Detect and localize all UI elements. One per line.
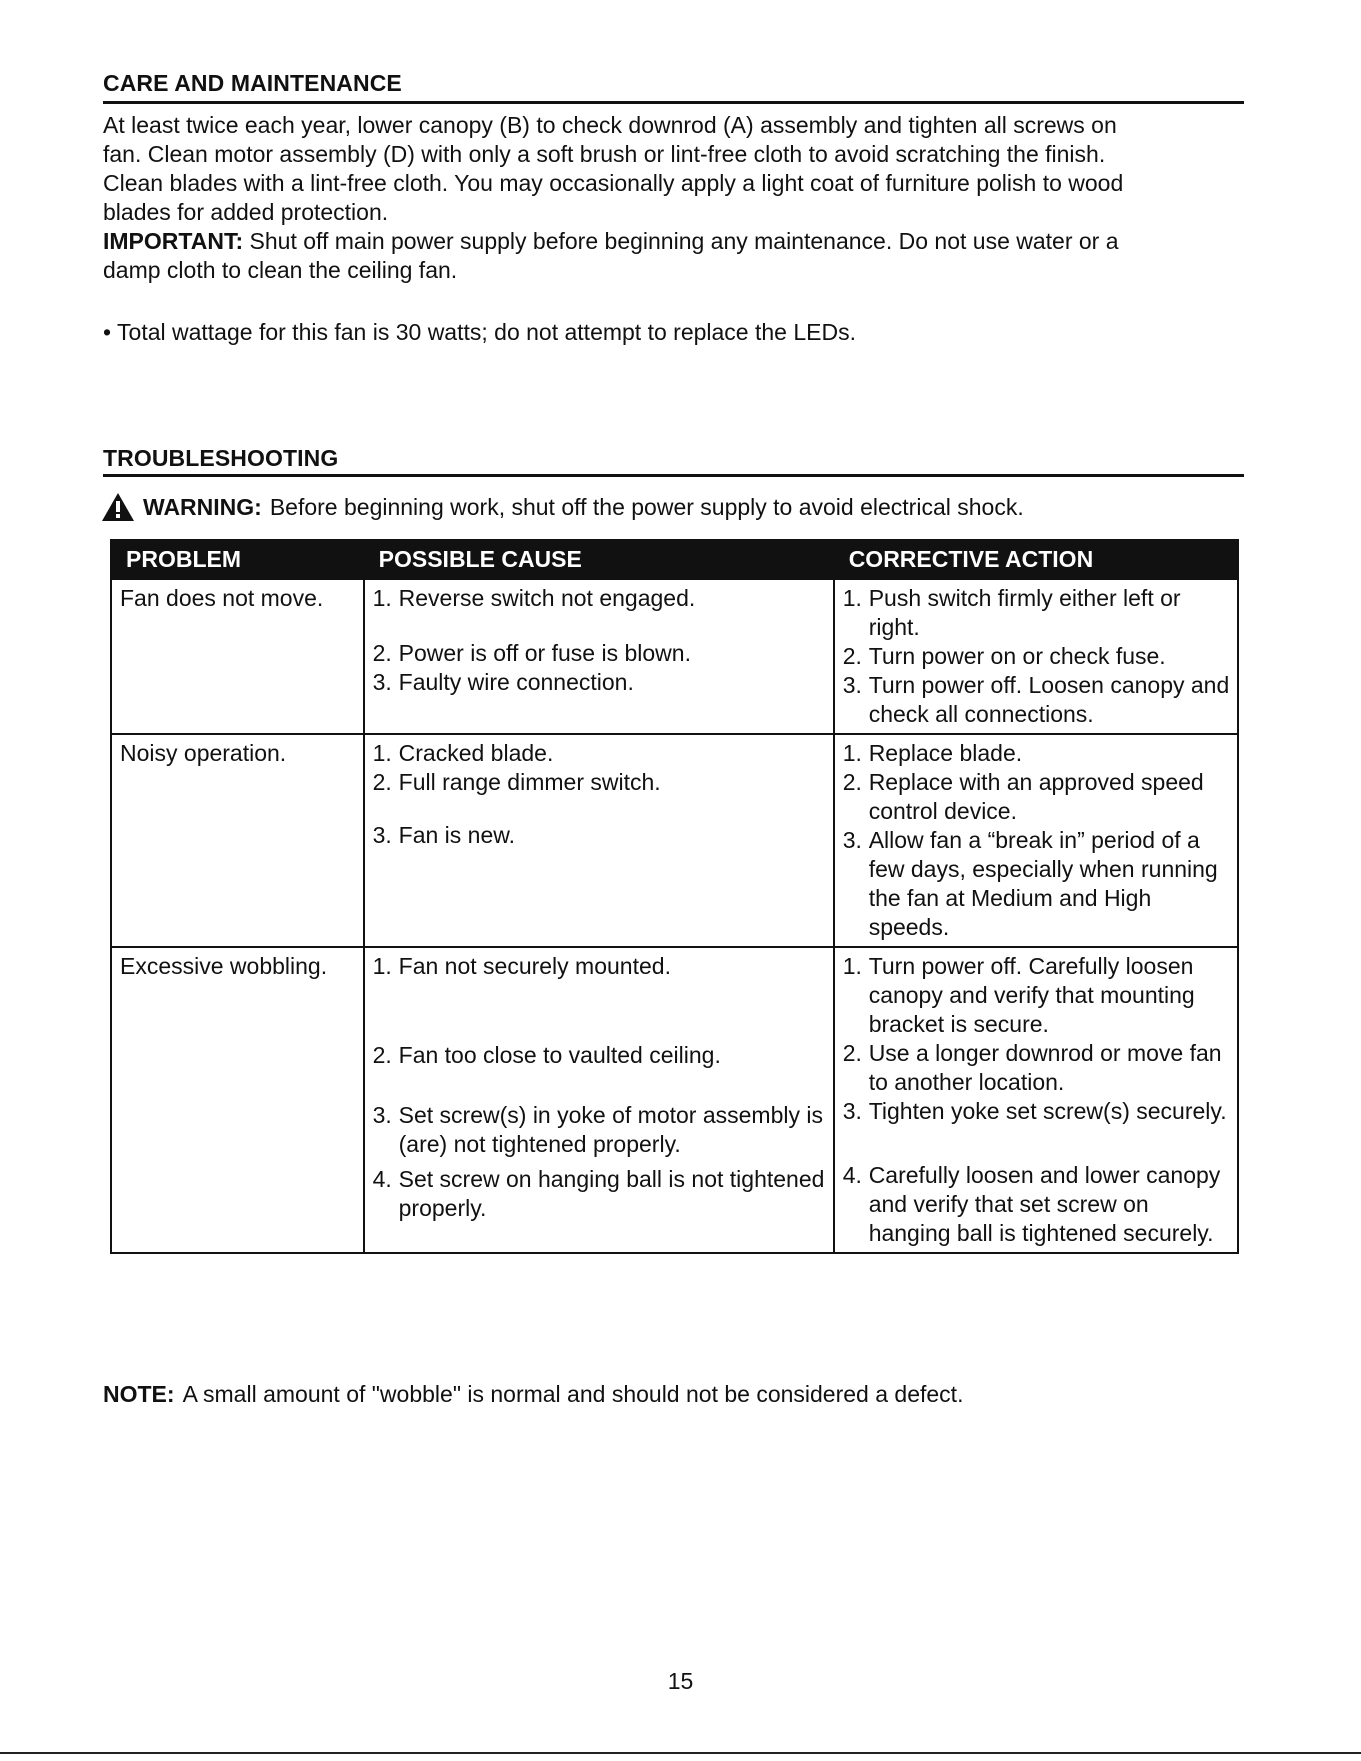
- care-line-2: fan. Clean motor assembly (D) with only a soft brush or lint-free cloth to avoid scratching the finish.: [103, 141, 1106, 167]
- important-line-1: [103, 227, 1253, 256]
- item-number: 3.: [372, 822, 392, 848]
- care-paragraph: [103, 111, 1253, 285]
- action-item: [843, 1097, 1231, 1126]
- cause-cell: [364, 947, 834, 1253]
- cause-item: [373, 768, 827, 797]
- cause-item: [373, 1165, 827, 1223]
- warning-line: [101, 492, 1024, 522]
- item-text: Allow fan a “break in” period of a few days, especially when running the fan at Medium and High speeds.: [868, 827, 1218, 940]
- action-item: [843, 826, 1231, 942]
- item-text: Faulty wire connection.: [398, 669, 634, 695]
- item-text: Replace with an approved speed control device.: [868, 769, 1204, 824]
- item-number: 3.: [372, 1102, 392, 1128]
- note-label: NOTE:: [103, 1381, 175, 1407]
- item-number: 2.: [842, 769, 862, 795]
- item-number: 3.: [842, 672, 862, 698]
- cause-item: [373, 739, 827, 768]
- item-text: Full range dimmer switch.: [398, 769, 661, 795]
- action-item: [843, 584, 1231, 642]
- care-title-rule: [103, 101, 1244, 104]
- bottom-edge-line: [0, 1752, 1361, 1754]
- item-text: Reverse switch not engaged.: [398, 585, 696, 611]
- action-cell: [834, 579, 1238, 734]
- care-line-3: Clean blades with a lint-free cloth. You may occasionally apply a light coat of furniture polish to wood: [103, 170, 1124, 196]
- item-number: 1.: [372, 740, 392, 766]
- care-maintenance-title: CARE AND MAINTENANCE: [103, 70, 402, 96]
- troubleshooting-table: [110, 539, 1239, 1254]
- item-number: 2.: [842, 1040, 862, 1066]
- problem-cell: Excessive wobbling.: [111, 947, 364, 1253]
- item-number: 1.: [842, 740, 862, 766]
- problem-cell: Noisy operation.: [111, 734, 364, 947]
- action-cell: [834, 947, 1238, 1253]
- item-text: Replace blade.: [868, 740, 1023, 766]
- item-number: 1.: [842, 585, 862, 611]
- troubleshooting-title-rule: [103, 474, 1244, 477]
- item-number: 4.: [842, 1162, 862, 1188]
- item-text: Tighten yoke set screw(s) securely.: [868, 1098, 1227, 1124]
- item-number: 2.: [372, 640, 392, 666]
- item-text: Turn power off. Carefully loosen canopy and verify that mounting bracket is secure.: [868, 953, 1195, 1037]
- wattage-bullet: • Total wattage for this fan is 30 watts; do not attempt to replace the LEDs.: [103, 319, 856, 345]
- item-number: 1.: [372, 585, 392, 611]
- warning-text: Before beginning work, shut off the power supply to avoid electrical shock.: [269, 493, 1024, 520]
- item-text: Power is off or fuse is blown.: [398, 640, 691, 666]
- action-item: [843, 952, 1231, 1039]
- care-line-1: At least twice each year, lower canopy (B) to check downrod (A) assembly and tighten all screws on: [103, 112, 1117, 138]
- item-text: Push switch firmly either left or right.: [868, 585, 1181, 640]
- cause-item: [373, 584, 827, 613]
- care-line-4: blades for added protection.: [103, 199, 389, 225]
- item-text: Turn power on or check fuse.: [868, 643, 1166, 669]
- item-number: 4.: [372, 1166, 392, 1192]
- important-line-2: damp cloth to clean the ceiling fan.: [103, 257, 458, 283]
- cause-item: [373, 668, 827, 697]
- table-row: [111, 734, 1238, 947]
- warning-triangle-icon: [101, 492, 135, 522]
- item-number: 1.: [372, 953, 392, 979]
- note-line: [103, 1380, 963, 1409]
- important-label: IMPORTANT:: [103, 228, 244, 254]
- cause-cell: [364, 579, 834, 734]
- item-text: Fan too close to vaulted ceiling.: [398, 1042, 721, 1068]
- table-row: [111, 947, 1238, 1253]
- header-possible-cause: POSSIBLE CAUSE: [364, 540, 834, 579]
- problem-cell: Fan does not move.: [111, 579, 364, 734]
- note-text: A small amount of "wobble" is normal and should not be considered a defect.: [182, 1381, 964, 1407]
- item-text: Use a longer downrod or move fan to another location.: [868, 1040, 1222, 1095]
- item-number: 3.: [372, 669, 392, 695]
- action-item: [843, 1161, 1231, 1248]
- item-text: Turn power off. Loosen canopy and check all connections.: [868, 672, 1230, 727]
- action-item: [843, 1039, 1231, 1097]
- cause-item: [373, 821, 827, 850]
- page-number: 15: [667, 1668, 694, 1694]
- item-text: Set screw(s) in yoke of motor assembly is (are) not tightened properly.: [398, 1102, 823, 1157]
- troubleshooting-title: TROUBLESHOOTING: [103, 445, 339, 471]
- item-number: 2.: [372, 1042, 392, 1068]
- cause-item: [373, 952, 827, 981]
- item-number: 2.: [372, 769, 392, 795]
- warning-label: WARNING:: [143, 493, 262, 520]
- action-cell: [834, 734, 1238, 947]
- cause-item: [373, 639, 827, 668]
- action-item: [843, 671, 1231, 729]
- action-item: [843, 642, 1231, 671]
- item-number: 2.: [842, 643, 862, 669]
- item-number: 3.: [842, 1098, 862, 1124]
- table-row: [111, 579, 1238, 734]
- action-item: [843, 739, 1231, 768]
- header-problem: PROBLEM: [111, 540, 364, 579]
- cause-item: [373, 1101, 827, 1159]
- item-number: 1.: [842, 953, 862, 979]
- item-text: Fan not securely mounted.: [398, 953, 671, 979]
- item-text: Fan is new.: [398, 822, 515, 848]
- item-number: 3.: [842, 827, 862, 853]
- item-text: Carefully loosen and lower canopy and verify that set screw on hanging ball is tightened securely.: [868, 1162, 1221, 1246]
- item-text: Cracked blade.: [398, 740, 554, 766]
- header-corrective-action: CORRECTIVE ACTION: [834, 540, 1238, 579]
- important-text-1: Shut off main power supply before beginning any maintenance. Do not use water or a: [249, 228, 1119, 254]
- cause-item: [373, 1041, 827, 1070]
- action-item: [843, 768, 1231, 826]
- cause-cell: [364, 734, 834, 947]
- table-header-row: [111, 540, 1238, 579]
- item-text: Set screw on hanging ball is not tightened properly.: [398, 1166, 825, 1221]
